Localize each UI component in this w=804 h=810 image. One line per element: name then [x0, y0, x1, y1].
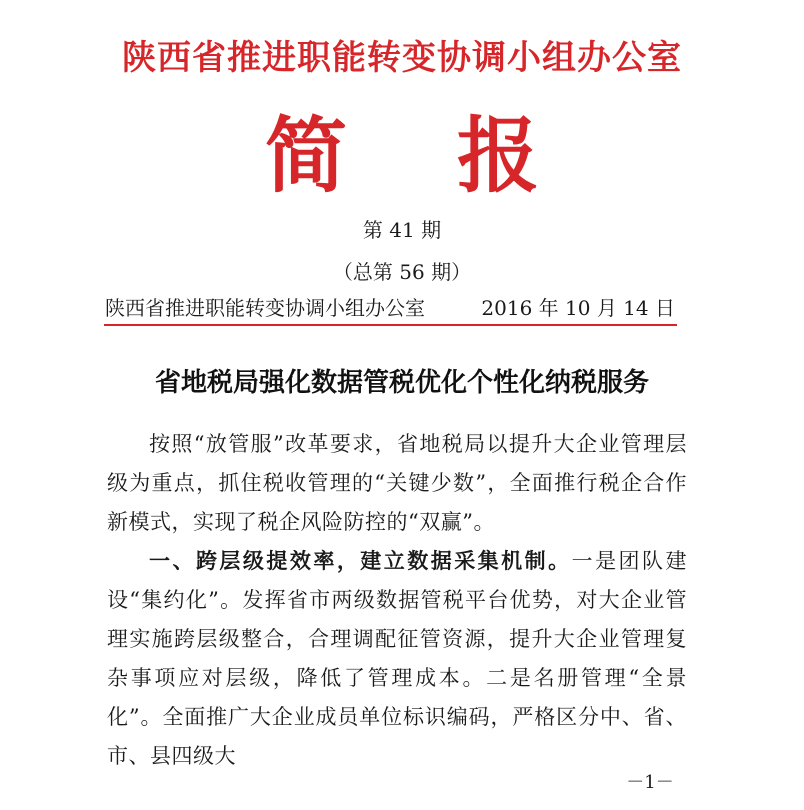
article-title: 省地税局强化数据管税优化个性化纳税服务	[154, 368, 649, 398]
publisher-line	[105, 292, 675, 320]
section-heading: 一、跨层级提效率，建立数据采集机制。	[149, 549, 572, 573]
issue-number: 第 41 期	[362, 218, 442, 242]
paragraph-section-one	[107, 542, 687, 776]
section-body: 一是团队建设“集约化”。发挥省市两级数据管税平台优势，对大企业管理实施跨层级整合，合理调配征管资源，提升大企业管理复杂事项应对层级，降低了管理成本。二是名册管理“全景化”。全面推广大企业成员单位标识编码，严格区分中、省、市、县四级大	[107, 549, 688, 768]
publish-date: 2016 年 10 月 14 日	[481, 296, 675, 320]
red-divider-line	[104, 324, 677, 326]
office-masthead: 陕西省推进职能转变协调小组办公室	[122, 38, 682, 78]
page-number: －1－	[626, 772, 674, 793]
total-issue-number: （总第 56 期）	[332, 260, 472, 284]
article-body	[107, 425, 687, 776]
publisher-name: 陕西省推进职能转变协调小组办公室	[105, 296, 425, 320]
paragraph-intro: 按照“放管服”改革要求，省地税局以提升大企业管理层级为重点，抓住税收管理的“关键少数”，全面推行税企合作新模式，实现了税企风险防控的“双赢”。	[107, 432, 687, 534]
bulletin-title: 简报	[264, 109, 649, 204]
